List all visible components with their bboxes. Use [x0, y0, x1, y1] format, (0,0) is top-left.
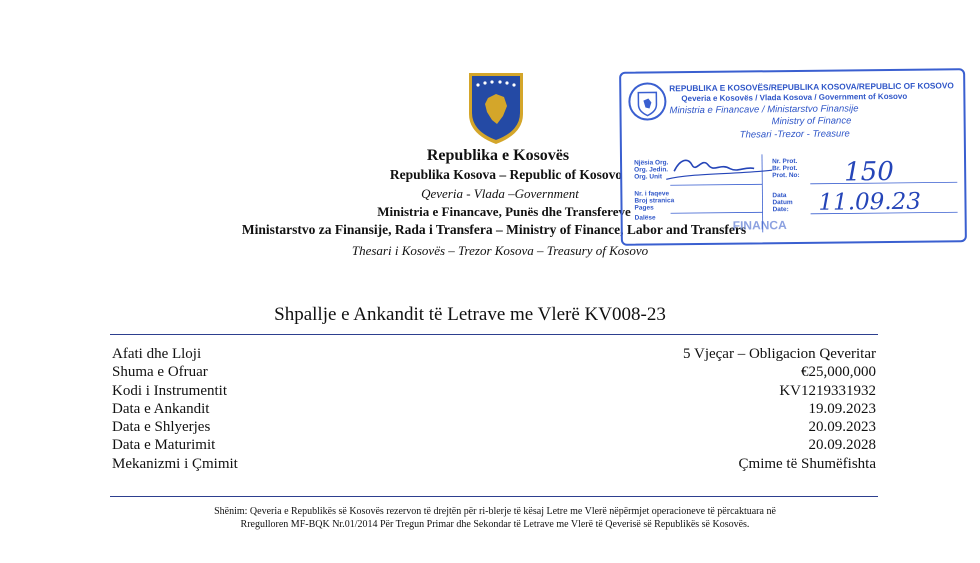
row-label: Data e Ankandit [112, 400, 210, 417]
footnote-line-2: Rregulloren MF-BQK Nr.01/2014 Për Tregun Primar dhe Sekondar të Letrave me Vlerë të Qeverisë së Republikës së Kosovës. [240, 519, 750, 530]
table-row [112, 383, 876, 401]
row-value: KV1219331932 [779, 382, 876, 399]
table-row [112, 456, 876, 474]
row-value: 5 Vjeçar – Obligacion Qeveritar [683, 346, 876, 362]
title-divider [110, 334, 878, 335]
kosovo-coat-of-arms-icon [466, 70, 526, 146]
stamp-line-treasury: Thesari -Trezor - Treasure [739, 128, 850, 141]
stamp-line-ministry-en: Ministry of Finance [771, 115, 852, 128]
stamp-bottom-text: FINANCA [732, 218, 787, 233]
row-label: Kodi i Instrumentit [112, 382, 227, 399]
row-value: 20.09.2023 [808, 419, 876, 436]
stamp-unit-label: Njësia Org. Org. Jedin. Org. Unit [634, 159, 669, 181]
stamp-date-value: 11.09.23 [818, 188, 922, 216]
stamp-date-label: Data Datum Date: [772, 192, 793, 214]
table-row [112, 437, 876, 455]
auction-details-table [112, 346, 876, 474]
header-republic-multilang: Republika Kosova – Republic of Kosovo [389, 167, 623, 182]
stamp-prot-label: Nr. Prot. Br. Prot. Prot. No: [772, 157, 800, 180]
stamp-prot-number: 150 [844, 156, 894, 188]
row-label: Mekanizmi i Çmimit [112, 455, 238, 472]
document-title: Shpallje e Ankandit të Letrave me Vlerë KV008-23 [274, 304, 666, 325]
header-ministry-multilang: Ministarstvo za Finansije, Rada i Transfera – Ministry of Finance, Labor and Transfers [241, 222, 747, 237]
table-row [112, 401, 876, 419]
table-row [112, 364, 876, 382]
row-value: Çmime të Shumëfishta [738, 455, 876, 472]
table-divider [110, 496, 878, 497]
stamp-attach-label: Dalëse [634, 214, 656, 222]
row-label: Data e Shlyerjes [112, 419, 211, 436]
stamp-line-ministry: Ministria e Financave / Ministarstvo Finansije [669, 103, 859, 117]
stamp-line-republic: REPUBLIKA E KOSOVËS/REPUBLIKA KOSOVA/REPUBLIC OF KOSOVO [669, 80, 954, 94]
stamp-grid-lines [621, 70, 965, 244]
row-label: Afati dhe Lloji [112, 346, 202, 362]
row-value: 19.09.2023 [808, 400, 876, 417]
stamp-line-government: Qeveria e Kosovës / Vlada Kosova / Government of Kosovo [681, 91, 908, 104]
row-label: Data e Maturimit [112, 437, 216, 454]
header-ministry-sq: Ministria e Financave, Punës dhe Transfereve [377, 204, 631, 219]
row-value: €25,000,000 [801, 364, 876, 381]
footnote-line-1: Shënim: Qeveria e Republikës së Kosovës rezervon të drejtën për ri-blerje të kësaj Letre me Vlerë nëpërmjet operacioneve të përcaktuara në [214, 506, 776, 517]
header-treasury: Thesari i Kosovës – Trezor Kosova – Treasury of Kosovo [351, 243, 649, 258]
row-label: Shuma e Ofruar [112, 364, 208, 381]
row-value: 20.09.2028 [808, 437, 876, 454]
table-row [112, 346, 876, 364]
table-row [112, 419, 876, 437]
header-republic-sq: Republika e Kosovës [426, 147, 570, 164]
treasury-received-stamp [619, 68, 967, 246]
header-government: Qeveria - Vlada –Government [421, 186, 579, 201]
footnote [110, 505, 880, 531]
stamp-pages-label: Nr. i faqeve Broj stranica Pages [634, 190, 675, 212]
